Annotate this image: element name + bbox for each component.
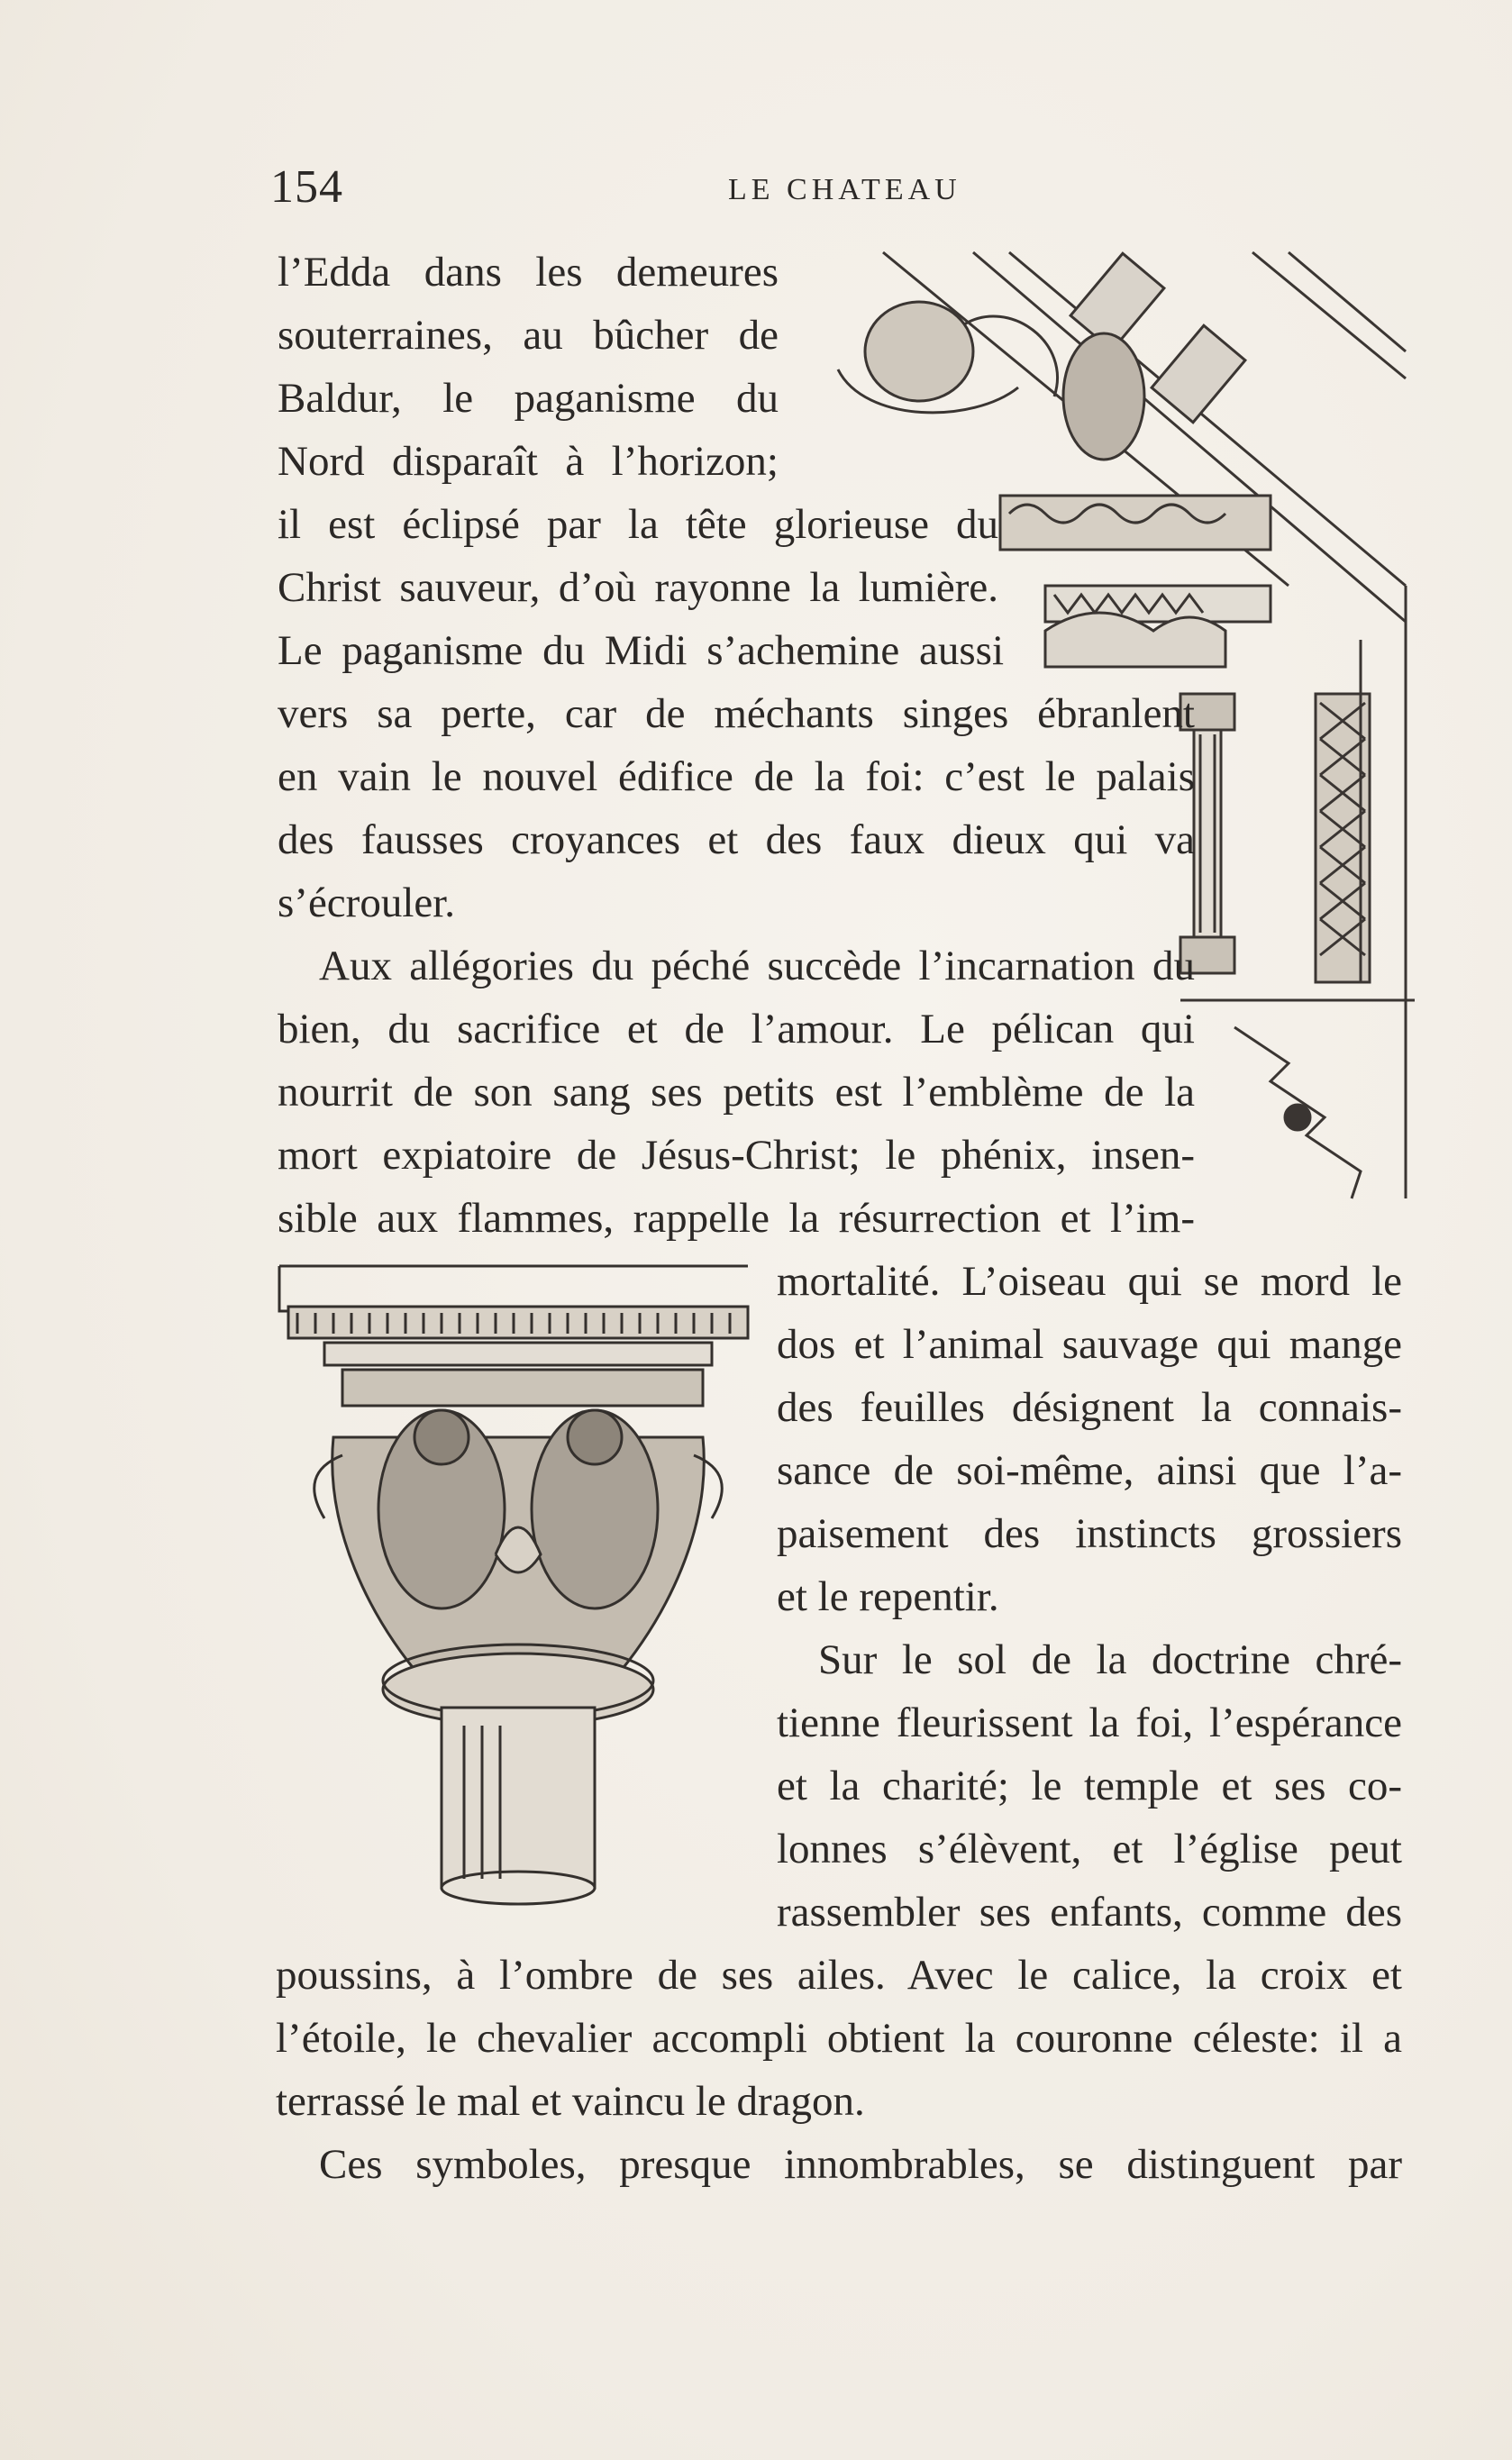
text-line: Sur le sol de la doctrine chré- — [818, 1636, 1402, 1683]
text-line: en vain le nouvel édifice de la foi: c’est le palais — [278, 753, 1195, 800]
text-line: Aux allégories du péché succède l’incarnation du — [319, 943, 1195, 989]
text-line: Nord disparaît à l’horizon; — [278, 438, 779, 485]
text-line: vers sa perte, car de méchants singes ébranlent — [278, 690, 1195, 737]
text-line: mortalité. L’oiseau qui se mord le — [777, 1258, 1402, 1305]
text-line: sance de soi-même, ainsi que l’a- — [777, 1447, 1402, 1494]
text-line: et le repentir. — [777, 1573, 999, 1620]
text-line: terrassé le mal et vaincu le dragon. — [276, 2078, 865, 2125]
text-line: mort expiatoire de Jésus-Christ; le phénix, insen- — [278, 1132, 1195, 1179]
text-line: bien, du sacrifice et de l’amour. Le pélican qui — [278, 1006, 1195, 1052]
text-line: rassembler ses enfants, comme des — [777, 1889, 1402, 1936]
text-line: dos et l’animal sauvage qui mange — [777, 1321, 1402, 1368]
running-title: LE CHATEAU — [728, 173, 961, 206]
text-line: des fausses croyances et des faux dieux qui va — [278, 816, 1195, 863]
text-line: sible aux flammes, rappelle la résurrection et l’im- — [278, 1195, 1195, 1242]
text-line: et la charité; le temple et ses co- — [777, 1763, 1402, 1809]
text-line: tienne fleurissent la foi, l’espérance — [777, 1699, 1402, 1746]
text-line: nourrit de son sang ses petits est l’emblème de la — [278, 1069, 1195, 1116]
text-line: Christ sauveur, d’où rayonne la lumière. — [278, 564, 998, 611]
text-line: il est éclipsé par la tête glorieuse du — [278, 501, 998, 548]
text-line: s’écrouler. — [278, 879, 456, 926]
carved-capital-illustration — [270, 1257, 766, 1924]
text-line: souterraines, au bûcher de — [278, 312, 779, 359]
text-line: des feuilles désignent la connais- — [777, 1384, 1402, 1431]
text-line: l’étoile, le chevalier accompli obtient la couronne céleste: il a — [276, 2015, 1402, 2062]
page-number: 154 — [270, 161, 343, 213]
text-line: poussins, à l’ombre de ses ailes. Avec le calice, la croix et — [276, 1952, 1402, 1999]
text-line: Baldur, le paganisme du — [278, 375, 779, 422]
text-line: paisement des instincts grossiers — [777, 1510, 1402, 1557]
text-line: Ces symboles, presque innombrables, se distinguent par — [319, 2141, 1402, 2188]
text-line: lonnes s’élèvent, et l’église peut — [777, 1826, 1402, 1872]
text-line: Le paganisme du Midi s’achemine aussi — [278, 627, 1004, 674]
text-line: l’Edda dans les demeures — [278, 249, 779, 296]
